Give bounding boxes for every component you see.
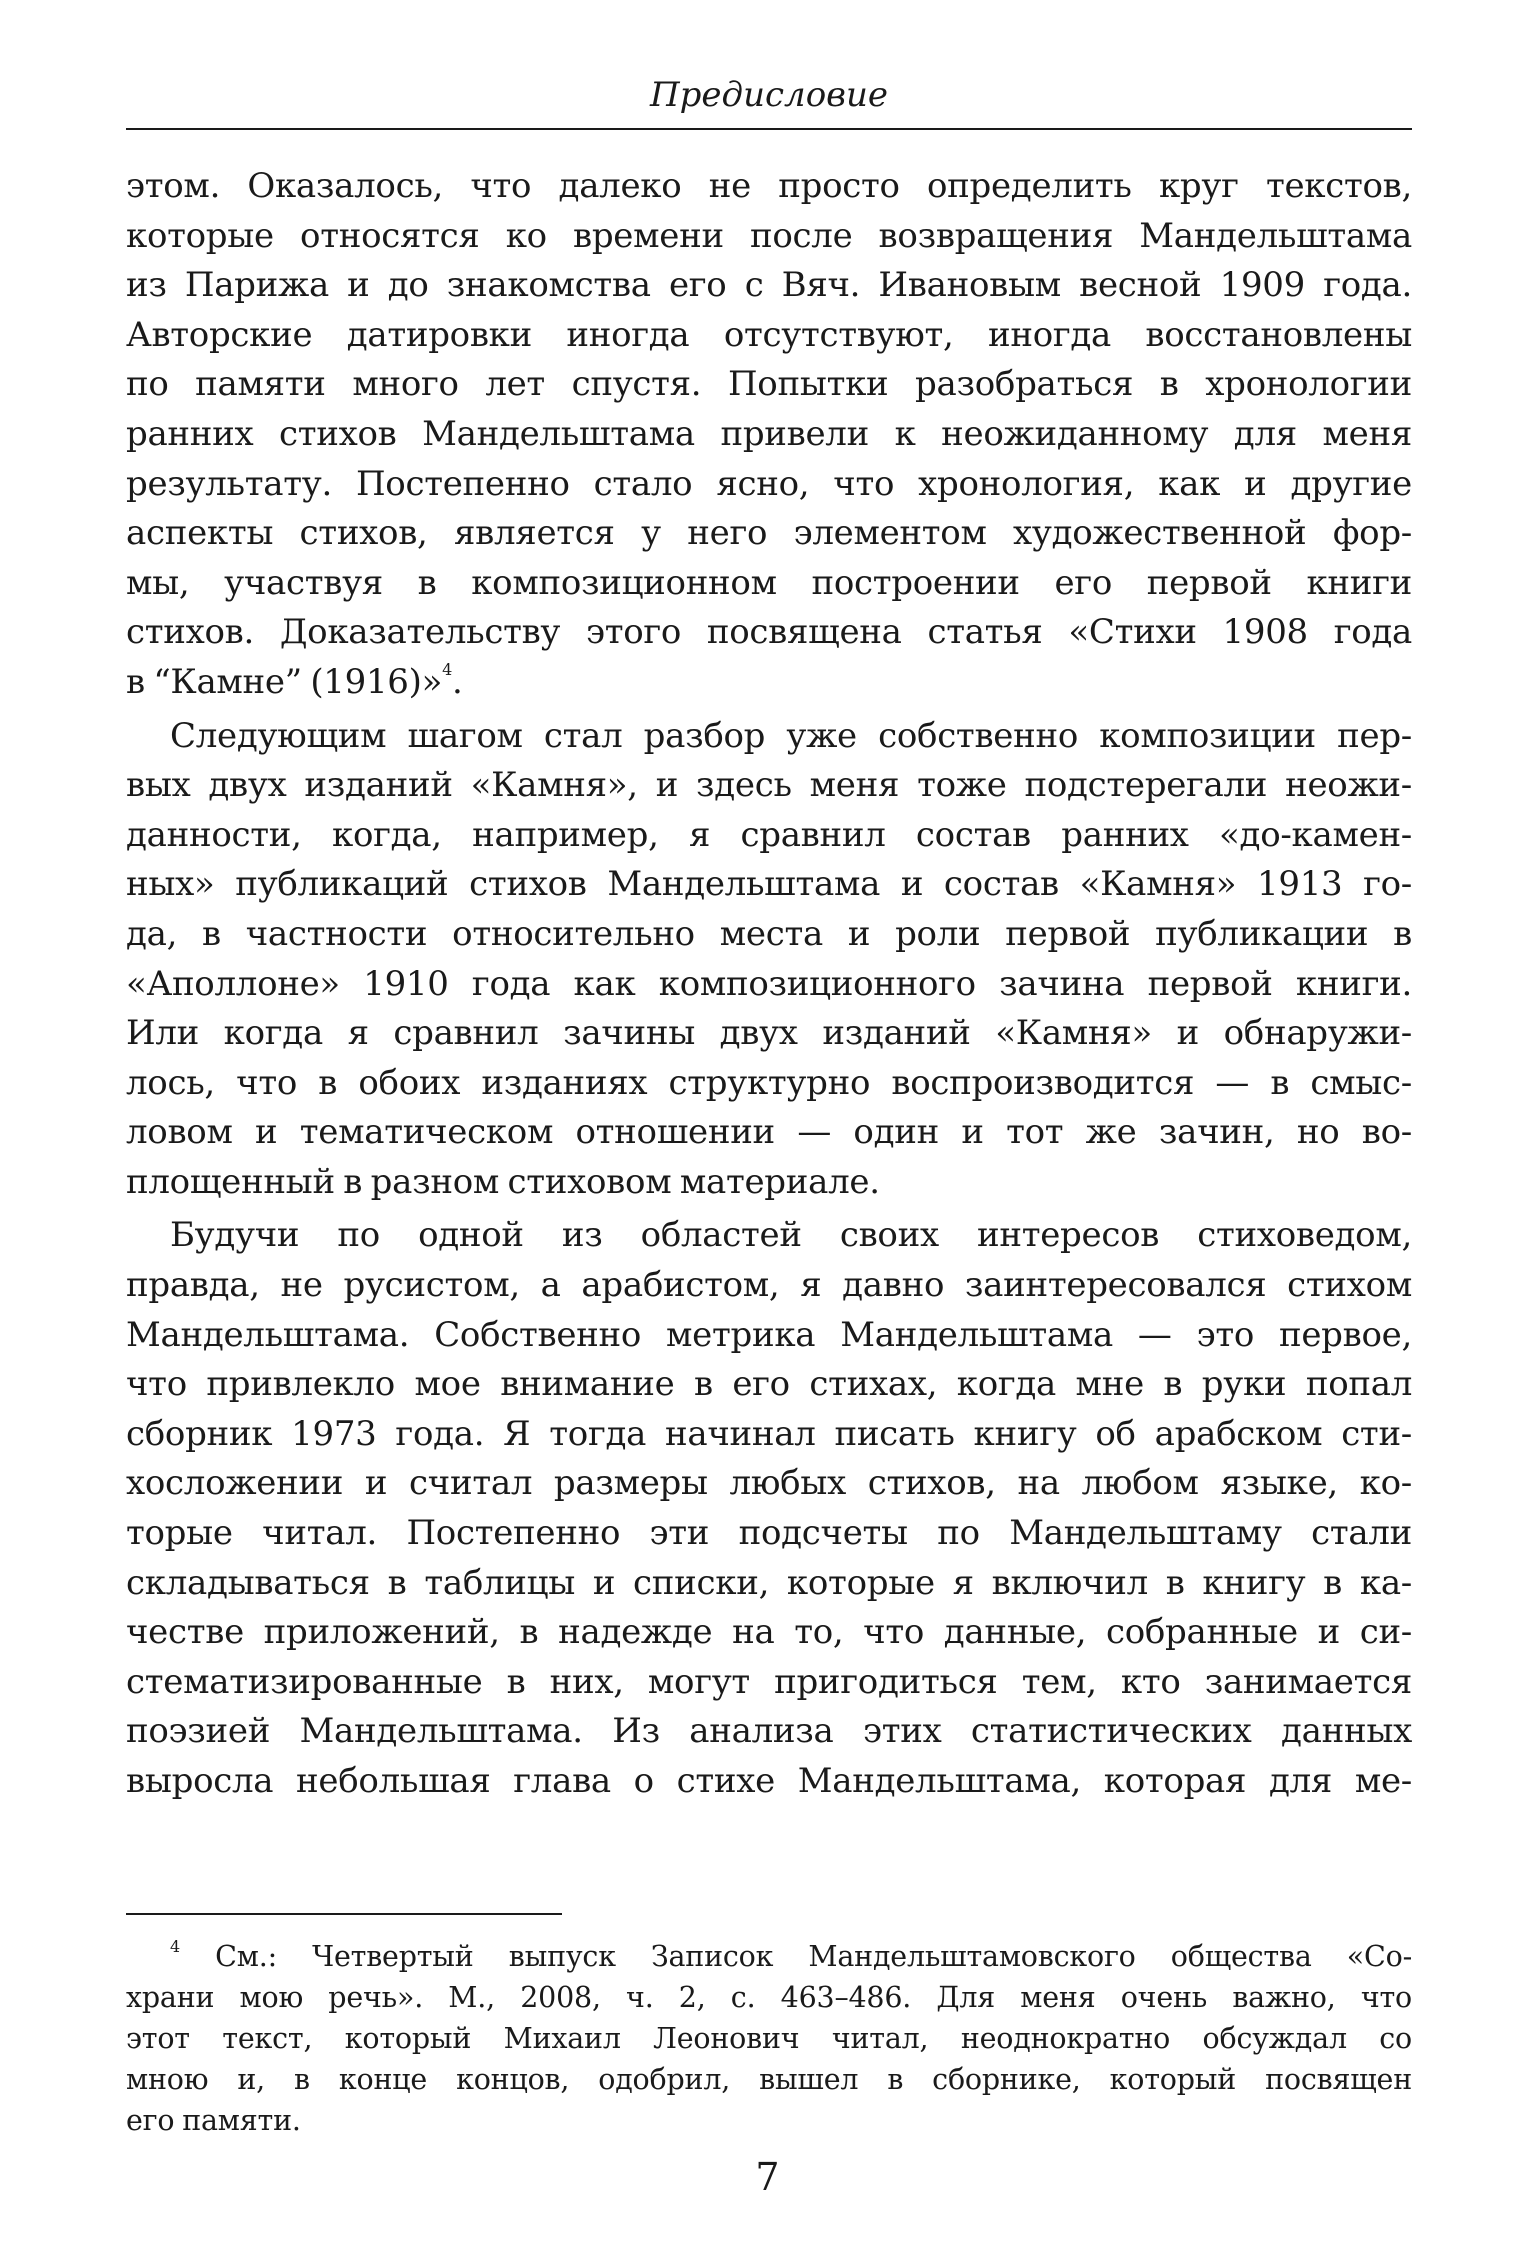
running-head: Предисловие [650, 75, 888, 115]
text-line: ловом и тематическом отношении — один и тот же зачин, но во- [126, 1112, 1412, 1153]
text-line: честве приложений, в надежде на то, что данные, собранные и си- [126, 1612, 1412, 1653]
footnote-line: храни мою речь». М., 2008, ч. 2, с. 463–486. Для меня очень важно, что [126, 1981, 1412, 2014]
footnote-marker: 4 [170, 1937, 180, 1956]
text-line: ранних стихов Мандельштама привели к неожиданному для меня [126, 413, 1412, 454]
text-line: да, в частности относительно места и роли первой публикации в [126, 913, 1412, 954]
text-line: результату. Постепенно стало ясно, что хронология, как и другие [126, 463, 1412, 504]
sentence-end: . [451, 661, 463, 702]
footnote-line [126, 1936, 1412, 1977]
footnote-line: его памяти. [126, 2104, 301, 2137]
footnote-separator [126, 1913, 562, 1915]
header-rule [126, 128, 1412, 130]
text-line: «Аполлоне» 1910 года как композиционного зачина первой книги. [126, 963, 1412, 1004]
text-line: стихов. Доказательству этого посвящена статья «Стихи 1908 года [126, 612, 1412, 653]
text-line: хосложении и считал размеры любых стихов, на любом языке, ко- [126, 1463, 1412, 1504]
page-number: 7 [755, 2155, 780, 2199]
text-line: площенный в разном стиховом материале. [126, 1161, 880, 1202]
text-line: складываться в таблицы и списки, которые я включил в книгу в ка- [126, 1562, 1412, 1603]
text-line: стематизированные в них, могут пригодиться тем, кто занимается [126, 1661, 1412, 1702]
text-line: Будучи по одной из областей своих интересов стиховедом, [170, 1215, 1412, 1256]
body-text [126, 162, 1412, 1807]
text-line: Следующим шагом стал разбор уже собственно композиции пер- [170, 715, 1412, 756]
footnote-line: мною и, в конце концов, одобрил, вышел в сборнике, который посвящен [126, 2063, 1412, 2096]
text-line-content: в “Камне” (1916)» [126, 661, 443, 702]
text-line: вых двух изданий «Камня», и здесь меня тоже подстерегали неожи- [126, 765, 1412, 806]
footnote-reference[interactable]: 4 [442, 659, 452, 679]
footnote-line: этот текст, который Михаил Леонович читал, неоднократно обсуждал со [126, 2022, 1412, 2055]
text-line: Авторские датировки иногда отсутствуют, иногда восстановлены [126, 314, 1412, 355]
text-line: выросла небольшая глава о стихе Мандельштама, которая для ме- [126, 1761, 1412, 1801]
text-line: данности, когда, например, я сравнил состав ранних «до-камен- [126, 814, 1412, 855]
text-line: этом. Оказалось, что далеко не просто определить круг текстов, [126, 166, 1412, 206]
text-line: сборник 1973 года. Я тогда начинал писать книгу об арабском сти- [126, 1413, 1412, 1454]
text-line: правда, не русистом, а арабистом, я давно заинтересовался стихом [126, 1265, 1412, 1306]
text-line: аспекты стихов, является у него элементом художественной фор- [126, 513, 1412, 554]
text-line: поэзией Мандельштама. Из анализа этих статистических данных [126, 1711, 1412, 1752]
text-line: мы, участвуя в композиционном построении его первой книги [126, 562, 1412, 603]
text-line: по памяти много лет спустя. Попытки разобраться в хронологии [126, 364, 1412, 405]
footnote [126, 1936, 1412, 2141]
text-line: которые относятся ко времени после возвращения Мандельштама [126, 215, 1412, 256]
text-line: Мандельштама. Собственно метрика Мандельштама — это первое, [126, 1314, 1412, 1355]
footnote-line-content: См.: Четвертый выпуск Записок Мандельштамовского общества «Со- [215, 1940, 1413, 1973]
text-line-with-footnote-ref [126, 658, 1412, 708]
text-line: из Парижа и до знакомства его с Вяч. Ивановым весной 1909 года. [126, 265, 1412, 306]
text-line: торые читал. Постепенно эти подсчеты по Мандельштаму стали [126, 1513, 1412, 1554]
text-line: что привлекло мое внимание в его стихах, когда мне в руки попал [126, 1364, 1412, 1405]
text-line: лось, что в обоих изданиях структурно воспроизводится — в смыс- [126, 1062, 1412, 1103]
text-line: Или когда я сравнил зачины двух изданий «Камня» и обнаружи- [126, 1013, 1412, 1054]
text-line: ных» публикаций стихов Мандельштама и состав «Камня» 1913 го- [126, 864, 1412, 905]
